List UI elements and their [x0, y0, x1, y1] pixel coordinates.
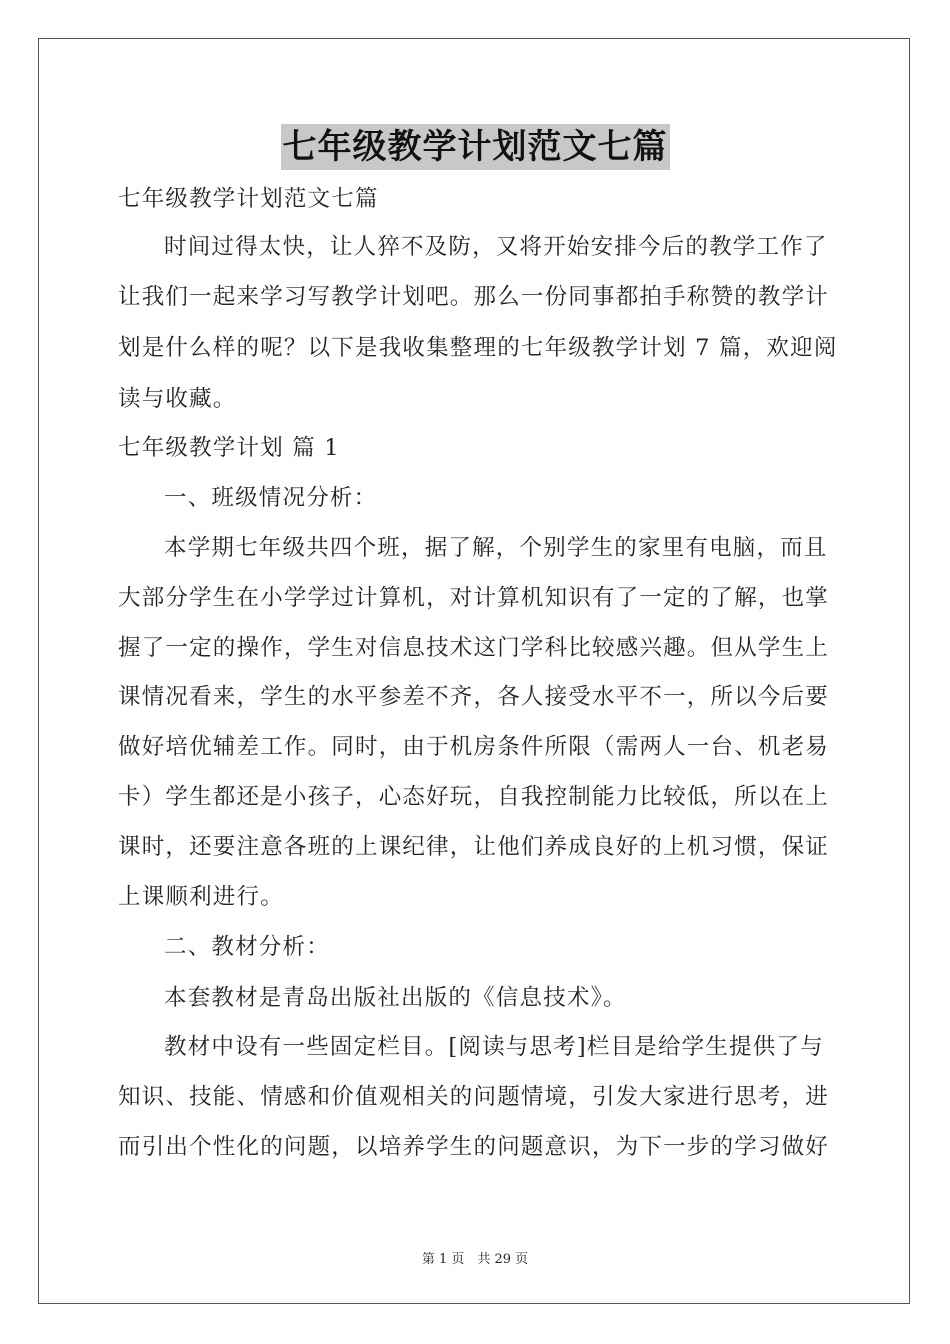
paragraph-line: 卡）学生都还是小孩子，心态好玩，自我控制能力比较低，所以在上 — [118, 784, 830, 810]
paragraph-line: 本学期七年级共四个班，据了解，个别学生的家里有电脑，而且 — [164, 535, 828, 561]
paragraph-line: 大部分学生在小学学过计算机，对计算机知识有了一定的了解，也掌 — [118, 585, 830, 611]
paragraph-line: 而引出个性化的问题，以培养学生的问题意识，为下一步的学习做好 — [118, 1134, 830, 1160]
paragraph-line: 做好培优辅差工作。同时，由于机房条件所限（需两人一台、机老易 — [118, 734, 830, 760]
subsection-heading: 一、班级情况分析： — [164, 485, 378, 511]
paragraph-line: 握了一定的操作，学生对信息技术这门学科比较感兴趣。但从学生上 — [118, 635, 830, 661]
paragraph-line: 本套教材是青岛出版社出版的《信息技术》。 — [164, 985, 627, 1011]
paragraph-line: 上课顺利进行。 — [118, 884, 284, 910]
subtitle-line: 七年级教学计划范文七篇 — [118, 186, 379, 212]
document-title: 七年级教学计划范文七篇 — [281, 124, 670, 170]
paragraph-line: 划是什么样的呢？以下是我收集整理的七年级教学计划 7 篇，欢迎阅 — [118, 335, 838, 361]
paragraph-line: 让我们一起来学习写教学计划吧。那么一份同事都拍手称赞的教学计 — [118, 284, 830, 310]
paragraph-line: 课时，还要注意各班的上课纪律，让他们养成良好的上机习惯，保证 — [118, 834, 830, 860]
page-border — [38, 38, 910, 1304]
title-container — [0, 124, 950, 170]
paragraph-line: 教材中设有一些固定栏目。[阅读与思考]栏目是给学生提供了与 — [164, 1034, 824, 1060]
paragraph-line: 课情况看来，学生的水平参差不齐，各人接受水平不一，所以今后要 — [118, 684, 830, 710]
section-heading: 七年级教学计划 篇 1 — [118, 435, 340, 461]
paragraph-line: 时间过得太快，让人猝不及防，又将开始安排今后的教学工作了 — [164, 234, 828, 260]
subsection-heading: 二、教材分析： — [164, 934, 330, 960]
page-number-footer: 第 1 页 共 29 页 — [421, 1252, 529, 1267]
paragraph-line: 知识、技能、情感和价值观相关的问题情境，引发大家进行思考，进 — [118, 1084, 830, 1110]
paragraph-line: 读与收藏。 — [118, 386, 237, 412]
